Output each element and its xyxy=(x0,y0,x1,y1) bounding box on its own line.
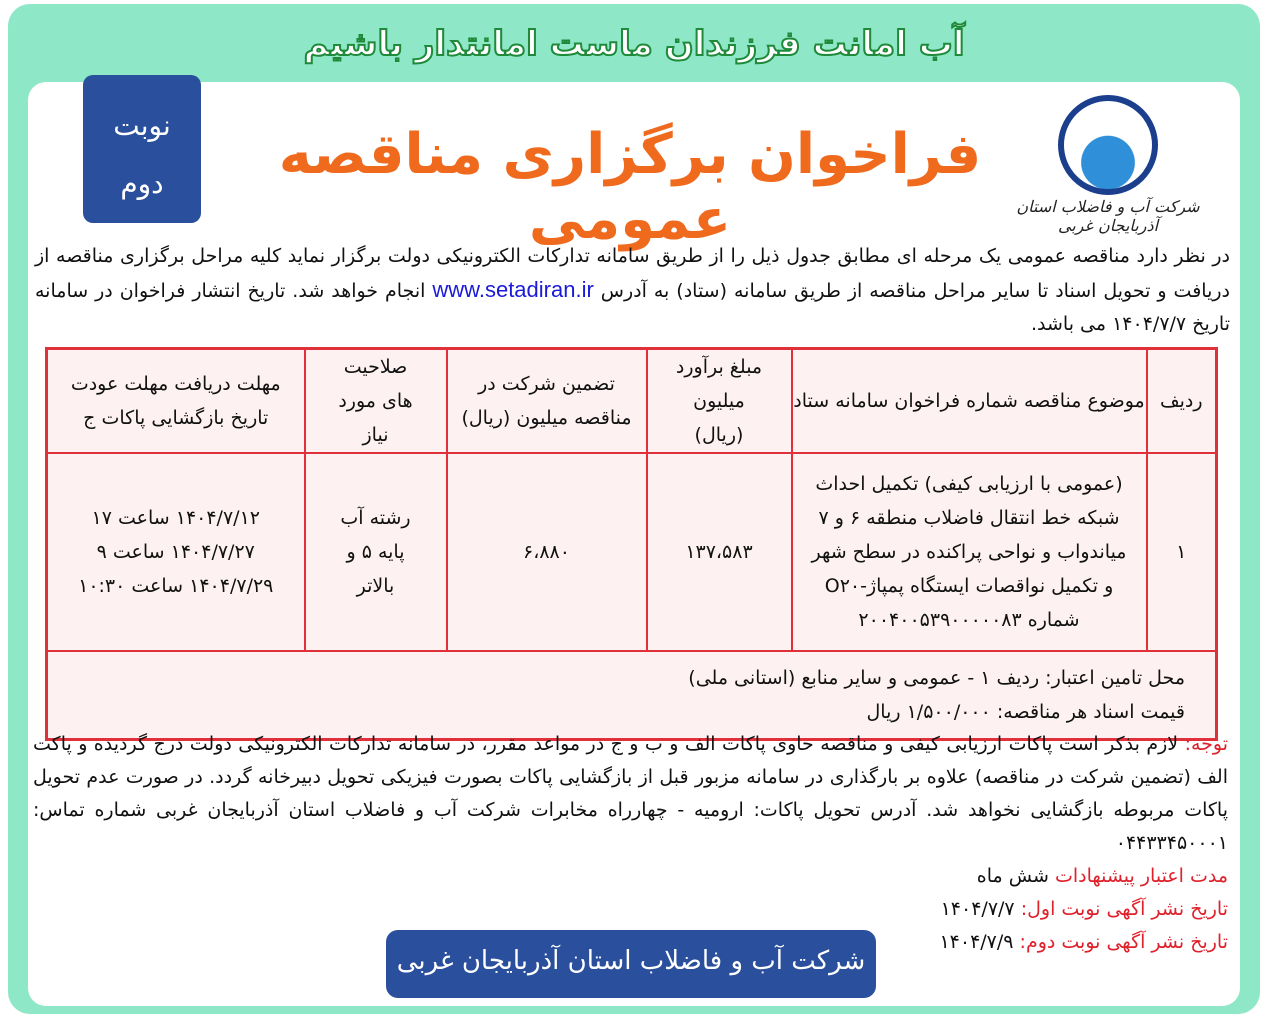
header-row-number: ردیف xyxy=(1147,349,1217,454)
header-qualifications: صلاحیت های مورد نیاز xyxy=(305,349,447,454)
cell-estimate: ۱۳۷،۵۸۳ xyxy=(647,453,792,651)
validity-label: مدت اعتبار پیشنهادات xyxy=(1054,865,1228,887)
first-publish-label: تاریخ نشر آگهی نوبت اول: xyxy=(1020,898,1228,920)
cell-subject: (عمومی با ارزیابی کیفی) تکمیل احداث شبکه خط انتقال فاضلاب منطقه ۶ و ۷ میاندواب و نواحی پراکنده در سطح شهر و تکمیل نواقصات ایستگاه پمپاژ-O۲۰ شماره ۲۰۰۴۰۰۵۳۹۰۰۰۰۰۸۳ xyxy=(792,453,1147,651)
first-publish-line xyxy=(33,893,1228,926)
round-line2: دوم xyxy=(120,167,164,200)
table-header-row xyxy=(47,349,1217,454)
round-badge xyxy=(83,75,201,223)
header-subject: موضوع مناقصه شماره فراخوان سامانه ستاد xyxy=(792,349,1147,454)
attention-paragraph xyxy=(33,728,1228,860)
second-publish-date: ۱۴۰۴/۷/۹ xyxy=(939,931,1014,953)
header-estimate: مبلغ برآورد میلیون (ریال) xyxy=(647,349,792,454)
validity-line xyxy=(33,860,1228,893)
cell-guarantee: ۶،۸۸۰ xyxy=(447,453,647,651)
intro-text-1: در نظر دارد مناقصه عمومی یک مرحله ای مطابق جدول ذیل را از طریق سامانه تدارکات الکترونیکی دولت برگزار نماید کلیه مراحل برگزاری مناقصه از دریافت و تحویل اسناد تا سایر مراحل مناقصه از طریق سامانه (ستاد) به آدرس xyxy=(35,245,1230,302)
attention-label: توجه: xyxy=(1184,733,1228,755)
table-row xyxy=(47,453,1217,651)
header-guarantee: تضمین شرکت در مناقصه میلیون (ریال) xyxy=(447,349,647,454)
document-price: قیمت اسناد هر مناقصه: ۱/۵۰۰/۰۰۰ ریال xyxy=(866,700,1185,723)
cell-deadlines: ۱۴۰۴/۷/۱۲ ساعت ۱۷ ۱۴۰۴/۷/۲۷ ساعت ۹ ۱۴۰۴/۷/۲۹ ساعت ۱۰:۳۰ xyxy=(47,453,305,651)
intro-paragraph xyxy=(35,240,1230,341)
round-line1: نوبت xyxy=(113,109,171,142)
cell-row-number: ۱ xyxy=(1147,453,1217,651)
cell-qualifications: رشته آب پایه ۵ و بالاتر xyxy=(305,453,447,651)
second-publish-label: تاریخ نشر آگهی نوبت دوم: xyxy=(1019,931,1228,953)
table-footer-row xyxy=(47,651,1217,739)
slogan: آب امانت فرزندان ماست امانتدار باشیم xyxy=(303,24,965,64)
footer-company-banner: شرکت آب و فاضلاب استان آذربایجان غربی xyxy=(386,930,876,998)
notice-title: فراخوان برگزاری مناقصه عمومی xyxy=(278,122,982,252)
footer-cell xyxy=(47,651,1217,739)
funding-source: محل تامین اعتبار: ردیف ۱ - عمومی و سایر منابع (استانی ملی) xyxy=(688,666,1185,689)
validity-value: شش ماه xyxy=(976,865,1049,887)
header-deadlines: مهلت دریافت مهلت عودت تاریخ بازگشایی پاکات ج xyxy=(47,349,305,454)
water-drop-logo-icon xyxy=(1058,95,1158,195)
tender-table xyxy=(45,347,1218,741)
notes-section xyxy=(33,728,1228,959)
first-publish-date: ۱۴۰۴/۷/۷ xyxy=(940,898,1015,920)
setad-link[interactable]: www.setadiran.ir xyxy=(432,277,594,302)
intro-text-2: انجام خواهد شد. تاریخ انتشار فراخوان در سامانه تاریخ ۱۴۰۴/۷/۷ می باشد. xyxy=(35,280,1230,335)
attention-text: لازم بذکر است پاکات ارزیابی کیفی و مناقصه حاوی پاکات الف و ب و ج در مواعد مقرر، در سامانه تدارکات الکترونیکی دولت درج گردیده و پاکت الف (تضمین شرکت در مناقصه) علاوه بر بارگذاری در سامانه مزبور قبل از بازگشایی پاکات بصورت فیزیکی تحویل دبیرخانه گردد. در صورت عدم تحویل پاکات مربوطه بازگشایی نخواهد شد. آدرس تحویل پاکات: ارومیه - چهارراه مخابرات شرکت آب و فاضلاب استان آذربایجان غربی شماره تماس: ۰۴۴۳۳۴۵۰۰۰۱ xyxy=(33,733,1228,854)
company-logo xyxy=(988,95,1228,235)
logo-company-name: شرکت آب و فاضلاب استان آذربایجان غربی xyxy=(1016,197,1200,235)
